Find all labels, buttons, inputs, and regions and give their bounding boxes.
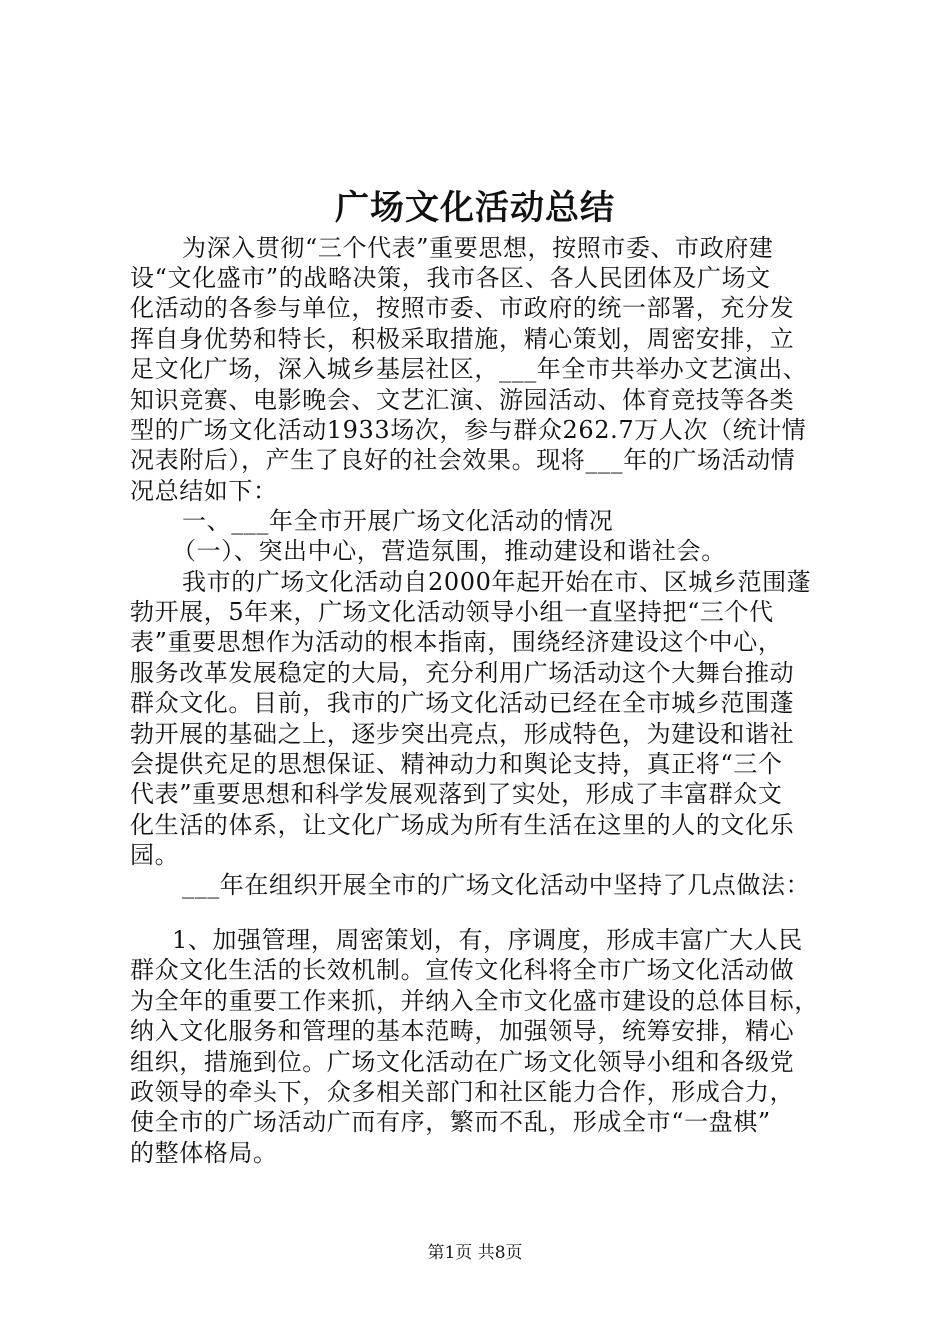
- text-line: 园。: [130, 841, 180, 869]
- text-line: 群众文化。目前，我市的广场文化活动已经在全市城乡范围蓬: [130, 689, 795, 717]
- text-line: （一）、突出中心，营造氛围，推动建设和谐社会。: [172, 537, 726, 565]
- text-line: 勃开展的基础之上，逐步突出亮点，形成特色，为建设和谐社: [130, 720, 795, 748]
- text-line: 会提供充足的思想保证、精神动力和舆论支持，真正将“三个: [130, 750, 783, 778]
- text-line: 我市的广场文化活动自2000年起开始在市、区城乡范围蓬: [182, 568, 812, 596]
- text-line: 使全市的广场活动广而有序，繁而不乱，形成全市“一盘棋”: [130, 1108, 771, 1136]
- text-line: 组织，措施到位。广场文化活动在广场文化领导小组和各级党: [130, 1048, 795, 1076]
- text-line: 化生活的体系，让文化广场成为所有生活在这里的人的文化乐: [130, 811, 795, 839]
- text-line: 勃开展，5年来，广场文化活动领导小组一直坚持把“三个代: [130, 598, 774, 626]
- text-line: 的整体格局。: [130, 1139, 278, 1167]
- document-title: 广场文化活动总结: [335, 188, 615, 228]
- text-line: 纳入文化服务和管理的基本范畴，加强领导，统筹安排，精心: [130, 1017, 795, 1045]
- text-line: 表”重要思想作为活动的根本指南，围绕经济建设这个中心，: [130, 628, 783, 656]
- text-line: 政领导的牵头下，众多相关部门和社区能力合作，形成合力，: [130, 1078, 795, 1106]
- text-line: ___年在组织开展全市的广场文化活动中坚持了几点做法：: [182, 871, 811, 899]
- text-line: 况总结如下：: [130, 477, 278, 505]
- text-line: 为深入贯彻“三个代表”重要思想，按照市委、市政府建: [182, 234, 774, 262]
- text-line: 群众文化生活的长效机制。宣传文化科将全市广场文化活动做: [130, 956, 795, 984]
- text-line: 知识竞赛、电影晚会、文艺汇演、游园活动、体育竞技等各类: [130, 386, 795, 414]
- page-footer: 第1页 共8页: [427, 1243, 523, 1263]
- text-line: 一、___年全市开展广场文化活动的情况: [182, 507, 614, 535]
- text-line: 代表”重要思想和科学发展观落到了实处，形成了丰富群众文: [130, 780, 783, 808]
- text-line: 况表附后），产生了良好的社会效果。现将___年的广场活动情: [130, 446, 796, 474]
- text-line: 服务改革发展稳定的大局，充分利用广场活动这个大舞台推动: [130, 659, 795, 687]
- text-line: 化活动的各参与单位，按照市委、市政府的统一部署，充分发: [130, 294, 795, 322]
- text-line: 设“文化盛市”的战略决策，我市各区、各人民团体及广场文: [130, 264, 771, 292]
- text-line: 挥自身优势和特长，积极采取措施，精心策划，周密安排，立: [130, 325, 795, 353]
- text-line: 足文化广场，深入城乡基层社区，___年全市共举办文艺演出、: [130, 355, 808, 383]
- text-line: 型的广场文化活动1933场次，参与群众262.7万人次（统计情: [130, 416, 807, 444]
- text-line: 为全年的重要工作来抓，并纳入全市文化盛市建设的总体目标，: [130, 987, 819, 1015]
- text-line: 1、加强管理，周密策划，有，序调度，形成丰富广大人民: [172, 926, 803, 954]
